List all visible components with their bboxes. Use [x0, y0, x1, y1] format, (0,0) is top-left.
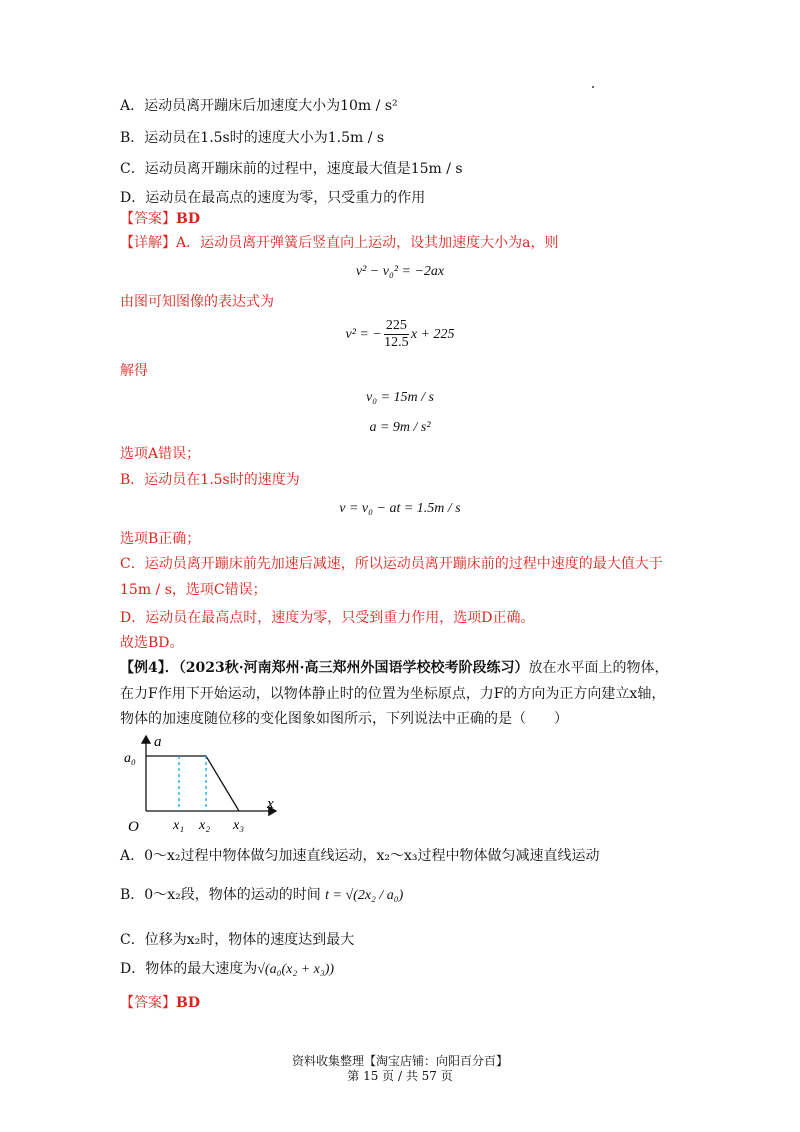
detail-label: 【详解】 [120, 235, 176, 251]
option-b: B．运动员在1.5s时的速度大小为1.5m / s [120, 130, 385, 146]
example4-line1-rest: 放在水平面上的物体， [528, 660, 669, 676]
equation-3: v₀ = 15m / s [366, 390, 434, 405]
footer-source: 资料收集整理【淘宝店铺：向阳百分百】 [291, 1054, 508, 1068]
acceleration-displacement-graph [118, 732, 288, 840]
example4-option-d [120, 959, 334, 980]
origin-label: O [128, 819, 139, 835]
stray-dot [592, 86, 594, 88]
graph-line [146, 756, 239, 811]
option-d: D．运动员在最高点的速度为零，只受重力的作用 [120, 190, 426, 206]
answer-line [120, 209, 200, 229]
x1-label: x₁ [173, 818, 185, 833]
option-a-wrong: 选项A错误； [120, 446, 201, 462]
example4-option-d-formula: √(a₀(x₂ + x₃)) [257, 962, 335, 977]
example4-line-1 [120, 658, 668, 678]
x-axis-label: x [267, 796, 274, 812]
equation-1: v² − v₀² = −2ax [355, 264, 445, 279]
option-b-right: 选项B正确； [120, 531, 201, 547]
a0-label: a₀ [124, 751, 136, 766]
example4-label: 【例4】． [120, 660, 179, 676]
example4-option-d-text: D．物体的最大速度为 [120, 961, 258, 977]
y-axis-label: a [154, 734, 162, 750]
equation-4: a = 9m / s² [369, 420, 431, 435]
option-c: C．运动员离开蹦床前的过程中，速度最大值是15m / s [120, 161, 463, 177]
equation-5: v = v₀ − at = 1.5m / s [339, 501, 461, 516]
footer-page-number: 第 15 页 / 共 57 页 [347, 1069, 453, 1083]
eq2-denominator: 12.5 [384, 335, 409, 351]
example4-option-c: C．位移为x₂时，物体的速度达到最大 [120, 932, 355, 948]
example4-option-b [120, 885, 403, 906]
solve-text: 解得 [120, 363, 148, 379]
eq2-numerator: 225 [385, 318, 407, 334]
x2-label: x₂ [199, 818, 211, 833]
detail-intro-line [120, 233, 558, 253]
example4-answer-line [120, 993, 200, 1013]
option-c-text-2: 15m / s，选项C错误； [120, 582, 267, 598]
example4-line-2: 在力F作用下开始运动，以物体静止时的位置为坐标原点，力F的方向为正方向建立x轴， [120, 686, 666, 702]
conclusion: 故选BD。 [120, 635, 184, 651]
option-c-text-1: C．运动员离开蹦床前先加速后减速，所以运动员离开蹦床前的过程中速度的最大值大于 [120, 556, 663, 572]
eq2-fraction [384, 318, 409, 351]
graph-expression-text: 由图可知图像的表达式为 [120, 294, 274, 310]
example4-line-3: 物体的加速度随位移的变化图象如图所示，下列说法中正确的是（ ） [120, 711, 568, 727]
example4-answer-value: BD [176, 995, 200, 1011]
detail-intro: A．运动员离开弹簧后竖直向上运动，设其加速度大小为a，则 [176, 235, 559, 251]
example4-option-b-text: B．0～x₂段，物体的运动的时间 [120, 887, 321, 903]
x3-label: x₃ [233, 818, 245, 833]
answer-label: 【答案】 [120, 211, 176, 227]
option-a: A．运动员离开蹦床后加速度大小为10m / s² [120, 98, 398, 114]
example4-option-b-formula: t = √(2x₂ / a₀) [325, 888, 404, 903]
option-d-text: D．运动员在最高点时，速度为零，只受到重力作用，选项D正确。 [120, 610, 535, 626]
equation-2 [0, 318, 800, 352]
example4-option-a: A．0～x₂过程中物体做匀加速直线运动，x₂～x₃过程中物体做匀减速直线运动 [120, 848, 600, 864]
example4-source: （2023秋·河南郑州·高三郑州外国语学校校考阶段练习） [178, 660, 529, 676]
answer-value: BD [176, 211, 200, 227]
eq2-lhs: v² = − [345, 327, 382, 342]
option-b-text: B．运动员在1.5s时的速度为 [120, 472, 300, 488]
example4-answer-label: 【答案】 [120, 995, 176, 1011]
eq2-rhs: x + 225 [410, 327, 455, 342]
